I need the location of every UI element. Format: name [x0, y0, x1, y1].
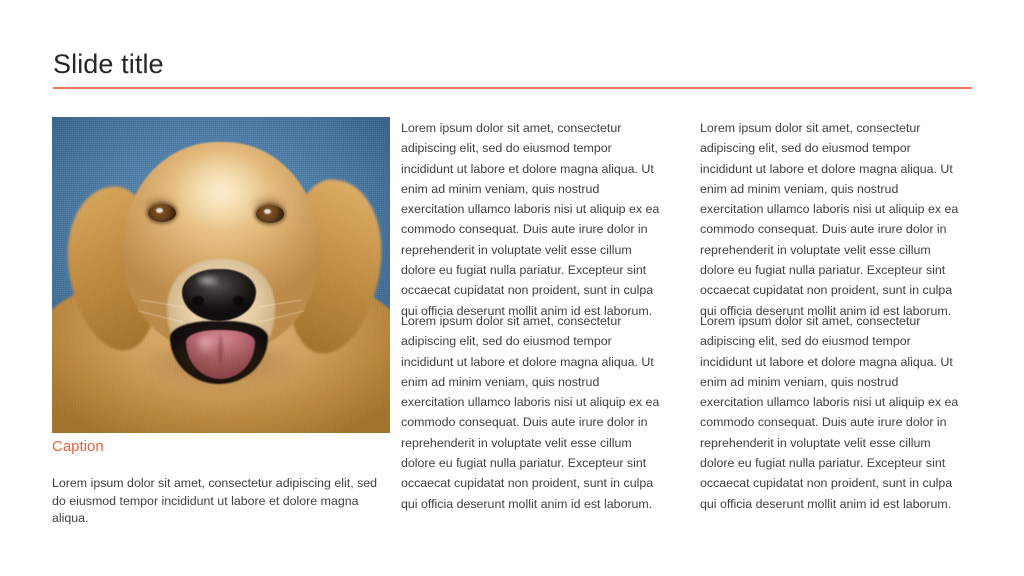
- paragraph-text: Lorem ipsum dolor sit amet, consectetur adipiscing elit, sed do eiusmod tempor incididunt ut labore et dolore magna aliqua. Ut enim ad minim veniam, quis nostrud exercitation ullamco laboris nisi ut aliquip ex ea commodo consequat. Duis aute irure dolor in reprehenderit in voluptate velit esse cillum dolore eu fugiat nulla pariatur. Excepteur sint occaecat cupidatat non proident, sunt in culpa qui officia deserunt mollit anim id est laborum.: [401, 121, 660, 318]
- text-block-column-2-bottom: [401, 311, 666, 514]
- picture-caption: Caption: [52, 438, 104, 455]
- golden-retriever-photo: [52, 117, 390, 433]
- picture-caption-body: Lorem ipsum dolor sit amet, consectetur adipiscing elit, sed do eiusmod tempor incididunt ut labore et dolore magna aliqua.: [52, 476, 378, 525]
- picture-placeholder[interactable]: [52, 117, 390, 433]
- paragraph-text: Lorem ipsum dolor sit amet, consectetur adipiscing elit, sed do eiusmod tempor incididunt ut labore et dolore magna aliqua. Ut enim ad minim veniam, quis nostrud exercitation ullamco laboris nisi ut aliquip ex ea commodo consequat. Duis aute irure dolor in reprehenderit in voluptate velit esse cillum dolore eu fugiat nulla pariatur. Excepteur sint occaecat cupidatat non proident, sunt in culpa qui officia deserunt mollit anim id est laborum.: [700, 121, 959, 318]
- text-block-column-3-top: [700, 118, 965, 321]
- text-block-column-3-bottom: [700, 311, 965, 514]
- title-underline-rule: [53, 87, 972, 89]
- text-block-column-2-top: [401, 118, 666, 321]
- title-block: [53, 48, 973, 80]
- paragraph-text: Lorem ipsum dolor sit amet, consectetur adipiscing elit, sed do eiusmod tempor incididunt ut labore et dolore magna aliqua. Ut enim ad minim veniam, quis nostrud exercitation ullamco laboris nisi ut aliquip ex ea commodo consequat. Duis aute irure dolor in reprehenderit in voluptate velit esse cillum dolore eu fugiat nulla pariatur. Excepteur sint occaecat cupidatat non proident, sunt in culpa qui officia deserunt mollit anim id est laborum.: [401, 314, 660, 511]
- dog-fur-texture: [52, 117, 390, 433]
- page-title: Slide title: [53, 49, 164, 79]
- dog-figure: [52, 117, 390, 433]
- paragraph-text: Lorem ipsum dolor sit amet, consectetur adipiscing elit, sed do eiusmod tempor incididunt ut labore et dolore magna aliqua. Ut enim ad minim veniam, quis nostrud exercitation ullamco laboris nisi ut aliquip ex ea commodo consequat. Duis aute irure dolor in reprehenderit in voluptate velit esse cillum dolore eu fugiat nulla pariatur. Excepteur sint occaecat cupidatat non proident, sunt in culpa qui officia deserunt mollit anim id est laborum.: [700, 314, 959, 511]
